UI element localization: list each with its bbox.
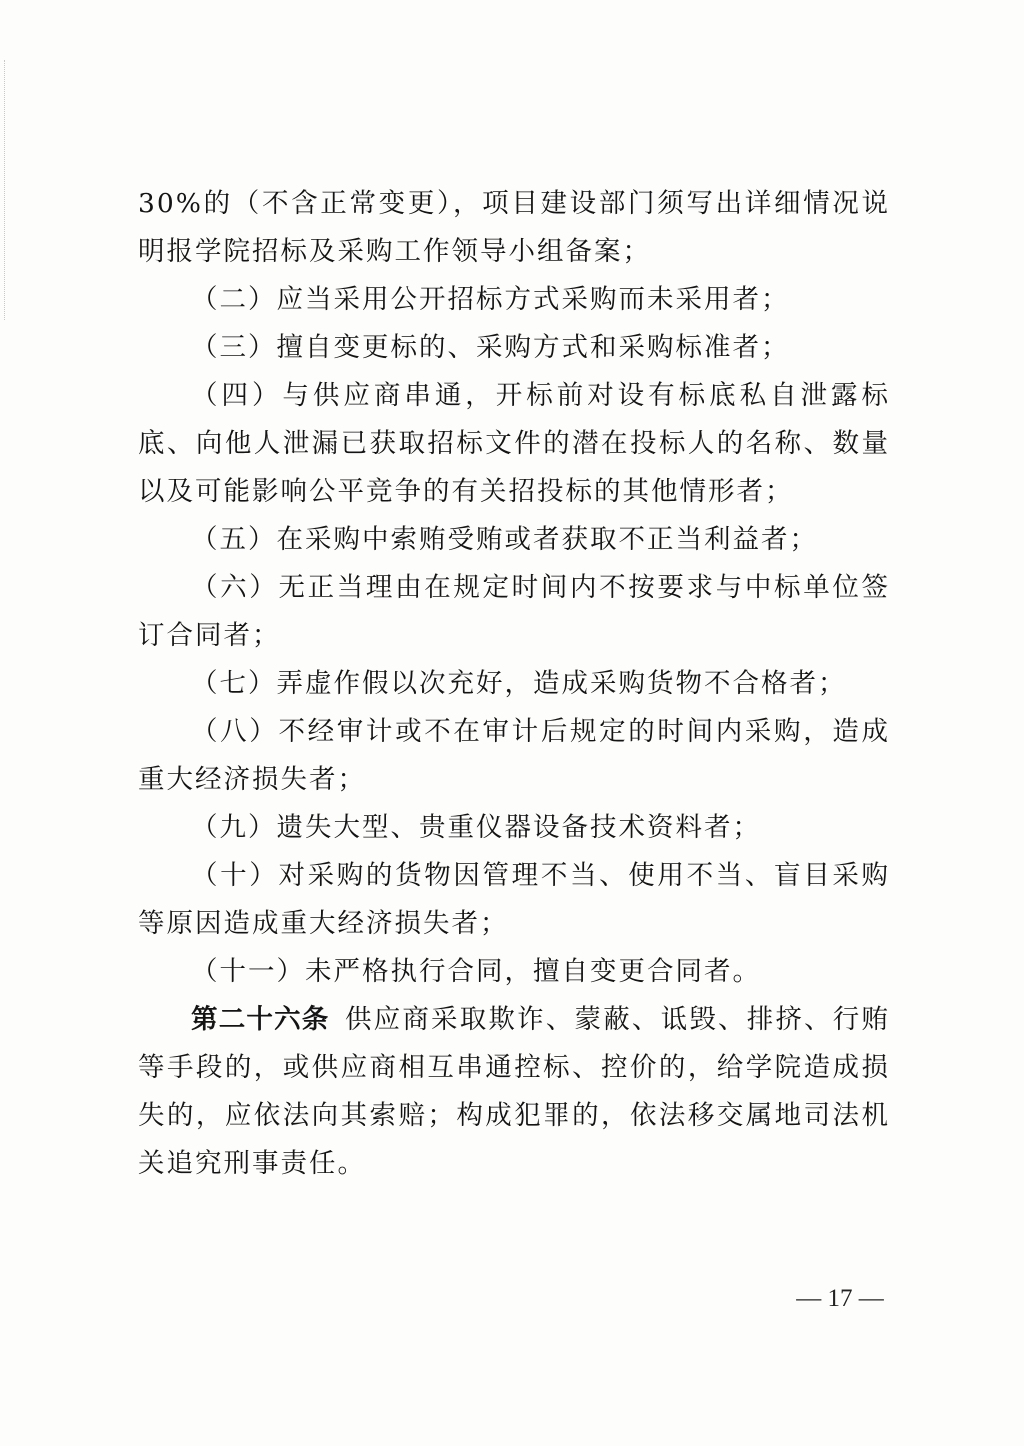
document-body xyxy=(138,180,890,1188)
list-item-8: （八）不经审计或不在审计后规定的时间内采购，造成重大经济损失者； xyxy=(138,716,890,795)
list-item-6: （六）无正当理由在规定时间内不按要求与中标单位签订合同者； xyxy=(138,572,890,651)
list-item-7: （七）弄虚作假以次充好，造成采购货物不合格者； xyxy=(191,668,847,699)
article-26 xyxy=(138,996,890,1188)
scan-edge-marks xyxy=(4,60,6,320)
list-item-2: （二）应当采用公开招标方式采购而未采用者； xyxy=(191,284,790,315)
article-text: 供应商采取欺诈、蒙蔽、诋毁、排挤、行贿等手段的，或供应商相互串通控标、控价的，给学院造成损失的，应依法向其索赔；构成犯罪的，依法移交属地司法机关追究刑事责任。 xyxy=(138,1004,891,1179)
list-item-9: （九）遗失大型、贵重仪器设备技术资料者； xyxy=(191,812,761,843)
paragraph-continuation: 30%的（不含正常变更），项目建设部门须写出详细情况说明报学院招标及采购工作领导小组备案； xyxy=(138,188,890,267)
article-number: 第二十六条 xyxy=(191,1004,330,1035)
list-item-5: （五）在采购中索贿受贿或者获取不正当利益者； xyxy=(191,524,818,555)
list-item-10: （十）对采购的货物因管理不当、使用不当、盲目采购等原因造成重大经济损失者； xyxy=(138,860,890,939)
list-item-3: （三）擅自变更标的、采购方式和采购标准者； xyxy=(191,332,790,363)
page-number: — 17 — xyxy=(796,1285,884,1312)
list-item-11: （十一）未严格执行合同，擅自变更合同者。 xyxy=(191,956,761,987)
list-item-4: （四）与供应商串通，开标前对设有标底私自泄露标底、向他人泄漏已获取招标文件的潜在投标人的名称、数量以及可能影响公平竞争的有关招投标的其他情形者； xyxy=(138,380,890,507)
